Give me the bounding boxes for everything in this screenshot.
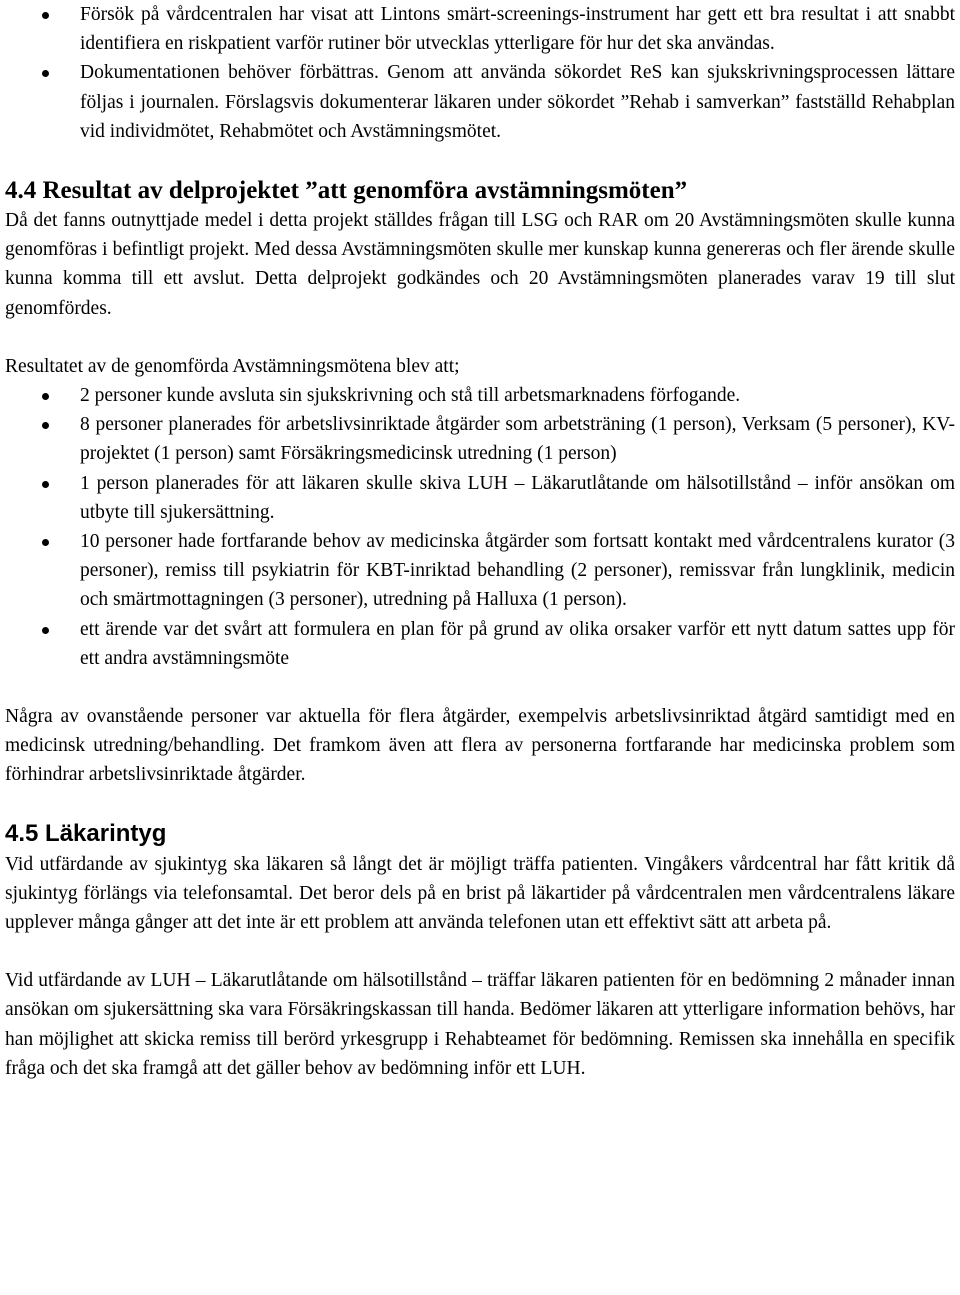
bullet-icon [42, 70, 49, 77]
list-item [5, 410, 955, 468]
bullet-text: Dokumentationen behöver förbättras. Genom att använda sökordet ReS kan sjukskrivningsprocessen lättare följas i journalen. Förslagsvis dokumenterar läkaren under sökordet ”Rehab i samverkan” fastställd Rehabplan vid individmötet, Rehabmötet och Avstämningsmötet. [80, 62, 955, 142]
bullet-text: 1 person planerades för att läkaren skulle skiva LUH – Läkarutlåtande om hälsotillstånd – inför ansökan om utbyte till sjukersättning. [80, 472, 955, 523]
list-item [5, 527, 955, 615]
bullet-text: 2 personer kunde avsluta sin sjukskrivning och stå till arbetsmarknadens förfogande. [80, 385, 741, 407]
top-bullet-list [5, 0, 955, 146]
bullet-icon [42, 393, 49, 400]
section-4-5-paragraph-2: Vid utfärdande av LUH – Läkarutlåtande om hälsotillstånd – träffar läkaren patienten för en bedömning 2 månader innan ansökan om sjukersättning ska vara Försäkringskassan till handa. Bedömer läkaren att ytterligare information behövs, har han möjlighet att skicka remiss till berörd yrkesgrupp i Rehabteamet för bedömning. Remissen ska innehålla en specifik fråga och det ska framgå att det gäller behov av bedömning inför ett LUH. [5, 970, 955, 1079]
section-heading-4-4: 4.4 Resultat av delprojektet ”att genomföra avstämningsmöten” [5, 177, 688, 205]
bullet-icon [42, 481, 49, 488]
list-item [5, 615, 955, 673]
bullet-text: ett ärende var det svårt att formulera en plan för på grund av olika orsaker varför ett nytt datum sattes upp för ett andra avstämningsmöte [80, 618, 955, 669]
section-4-5-paragraph-1: Vid utfärdande av sjukintyg ska läkaren så långt det är möjligt träffa patienten. Vingåkers vårdcentral har fått kritik då sjukintyg förlängs via telefonsamtal. Det beror dels på en brist på läkartider på vårdcentralen men vårdcentralens läkare upplever många gånger att det inte är ett problem att använda telefonen utan ett effektivt sätt att arbeta på. [5, 853, 955, 934]
bullet-icon [42, 422, 49, 429]
bullet-text: 8 personer planerades för arbetslivsinriktade åtgärder som arbetsträning (1 person), Verksam (5 personer), KV-projektet (1 person) samt Försäkringsmedicinsk utredning (1 person) [80, 414, 955, 465]
list-item [5, 0, 955, 58]
bullet-icon [42, 539, 49, 546]
section-4-4-closing: Några av ovanstående personer var aktuella för flera åtgärder, exempelvis arbetslivsinriktad åtgärd samtidigt med en medicinsk utredning/behandling. Det framkom även att flera av personerna fortfarande har medicinska problem som förhindrar arbetslivsinriktade åtgärder. [5, 706, 955, 786]
list-item [5, 381, 955, 410]
list-item [5, 58, 955, 146]
results-list [5, 381, 955, 673]
bullet-text: Försök på vårdcentralen har visat att Lintons smärt-screenings-instrument har gett ett bra resultat i att snabbt identifiera en riskpatient varför rutiner bör utvecklas ytterligare för hur det ska användas. [80, 4, 955, 55]
section-heading-4-5: 4.5 Läkarintyg [5, 819, 167, 847]
section-4-4-paragraph: Då det fanns outnyttjade medel i detta projekt ställdes frågan till LSG och RAR om 20 Avstämningsmöten skulle kunna genomföras i befintligt projekt. Med dessa Avstämningsmöten skulle mer kunskap kunna genereras och fler ärende skulle kunna komma till ett avslut. Detta delprojekt godkändes och 20 Avstämningsmöten planerades varav 19 till slut genomfördes. [5, 210, 955, 319]
bullet-text: 10 personer hade fortfarande behov av medicinska åtgärder som fortsatt kontakt med vårdcentralens kurator (3 personer), remiss till psykiatrin för KBT-inriktad behandling (2 personer), remissvar från lungklinik, medicin och smärtmottagningen (3 personer), utredning på Halluxa (1 person). [80, 531, 955, 611]
bullet-icon [42, 627, 49, 634]
bullet-icon [42, 12, 49, 19]
results-intro: Resultatet av de genomförda Avstämningsmötena blev att; [5, 355, 460, 377]
list-item [5, 469, 955, 527]
